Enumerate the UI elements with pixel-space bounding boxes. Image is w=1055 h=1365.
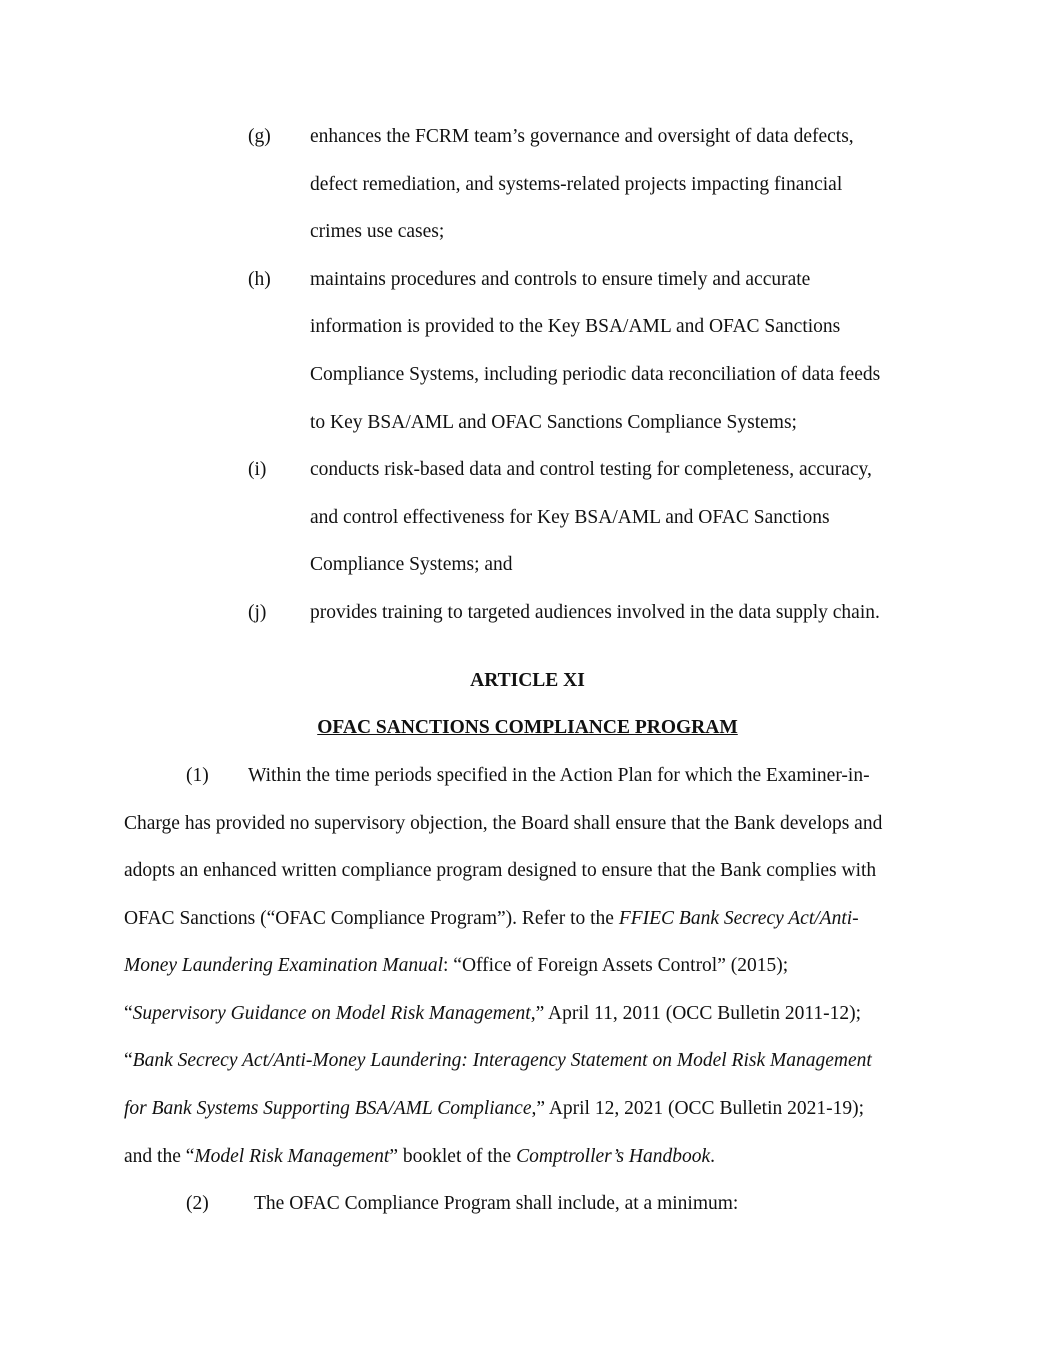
item-label: (j) xyxy=(248,602,267,623)
italic-citation: Model Risk Management xyxy=(194,1146,390,1167)
item-text-line: maintains procedures and controls to ensure timely and accurate xyxy=(310,269,811,290)
text-run: ” booklet of the xyxy=(389,1146,517,1167)
italic-citation: Comptroller’s Handbook xyxy=(516,1146,711,1167)
article-title-text: OFAC SANCTIONS COMPLIANCE PROGRAM xyxy=(317,717,738,738)
paragraph-line: adopts an enhanced written compliance program designed to ensure that the Bank complies with xyxy=(124,860,877,881)
paragraph-line xyxy=(124,1145,715,1169)
italic-citation: Bank Secrecy Act/Anti-Money Laundering: Interagency Statement on Model Risk Management xyxy=(132,1050,872,1071)
paragraph-line xyxy=(124,954,788,978)
item-text-line: information is provided to the Key BSA/AML and OFAC Sanctions xyxy=(310,316,841,337)
text-run: “ xyxy=(124,1050,133,1071)
item-text-line: to Key BSA/AML and OFAC Sanctions Compliance Systems; xyxy=(310,412,797,433)
item-text-line: provides training to targeted audiences involved in the data supply chain. xyxy=(310,602,880,623)
italic-citation: Supervisory Guidance on Model Risk Management xyxy=(132,1003,531,1024)
text-run: : “Office of Foreign Assets Control” (2015); xyxy=(443,955,789,976)
paragraph-line: Charge has provided no supervisory objection, the Board shall ensure that the Bank develops and xyxy=(124,813,883,834)
italic-citation: FFIEC Bank Secrecy Act/Anti- xyxy=(618,908,859,929)
item-text-line: Compliance Systems, including periodic data reconciliation of data feeds xyxy=(310,364,881,385)
paragraph-line: Within the time periods specified in the Action Plan for which the Examiner-in- xyxy=(248,765,870,786)
text-run: ,” April 11, 2011 (OCC Bulletin 2011-12); xyxy=(530,1003,862,1024)
item-text-line: enhances the FCRM team’s governance and oversight of data defects, xyxy=(310,126,854,147)
item-text-line: and control effectiveness for Key BSA/AML and OFAC Sanctions xyxy=(310,507,830,528)
paragraph-line xyxy=(124,1002,861,1026)
item-text-line: defect remediation, and systems-related projects impacting financial xyxy=(310,174,843,195)
item-label: (i) xyxy=(248,459,267,480)
item-text-line: crimes use cases; xyxy=(310,221,445,242)
item-label: (g) xyxy=(248,126,271,147)
item-label: (h) xyxy=(248,269,271,290)
text-run: “ xyxy=(124,1003,133,1024)
paragraph-line: The OFAC Compliance Program shall include, at a minimum: xyxy=(254,1193,739,1214)
italic-citation: for Bank Systems Supporting BSA/AML Compliance xyxy=(124,1098,532,1119)
article-title xyxy=(0,716,1055,740)
paragraph-number: (2) xyxy=(186,1193,209,1214)
paragraph-line xyxy=(124,1049,872,1073)
text-run: . xyxy=(710,1146,716,1167)
paragraph-line xyxy=(124,907,859,931)
article-heading: ARTICLE XI xyxy=(470,670,585,691)
paragraph-line xyxy=(124,1097,864,1121)
item-text-line: conducts risk-based data and control testing for completeness, accuracy, xyxy=(310,459,872,480)
text-run: OFAC Sanctions (“OFAC Compliance Program”). Refer to the xyxy=(124,908,619,929)
text-run: ,” April 12, 2021 (OCC Bulletin 2021-19); xyxy=(531,1098,865,1119)
paragraph-number: (1) xyxy=(186,765,209,786)
item-text-line: Compliance Systems; and xyxy=(310,554,513,575)
italic-citation: Money Laundering Examination Manual xyxy=(124,955,443,976)
text-run: and the “ xyxy=(124,1146,195,1167)
